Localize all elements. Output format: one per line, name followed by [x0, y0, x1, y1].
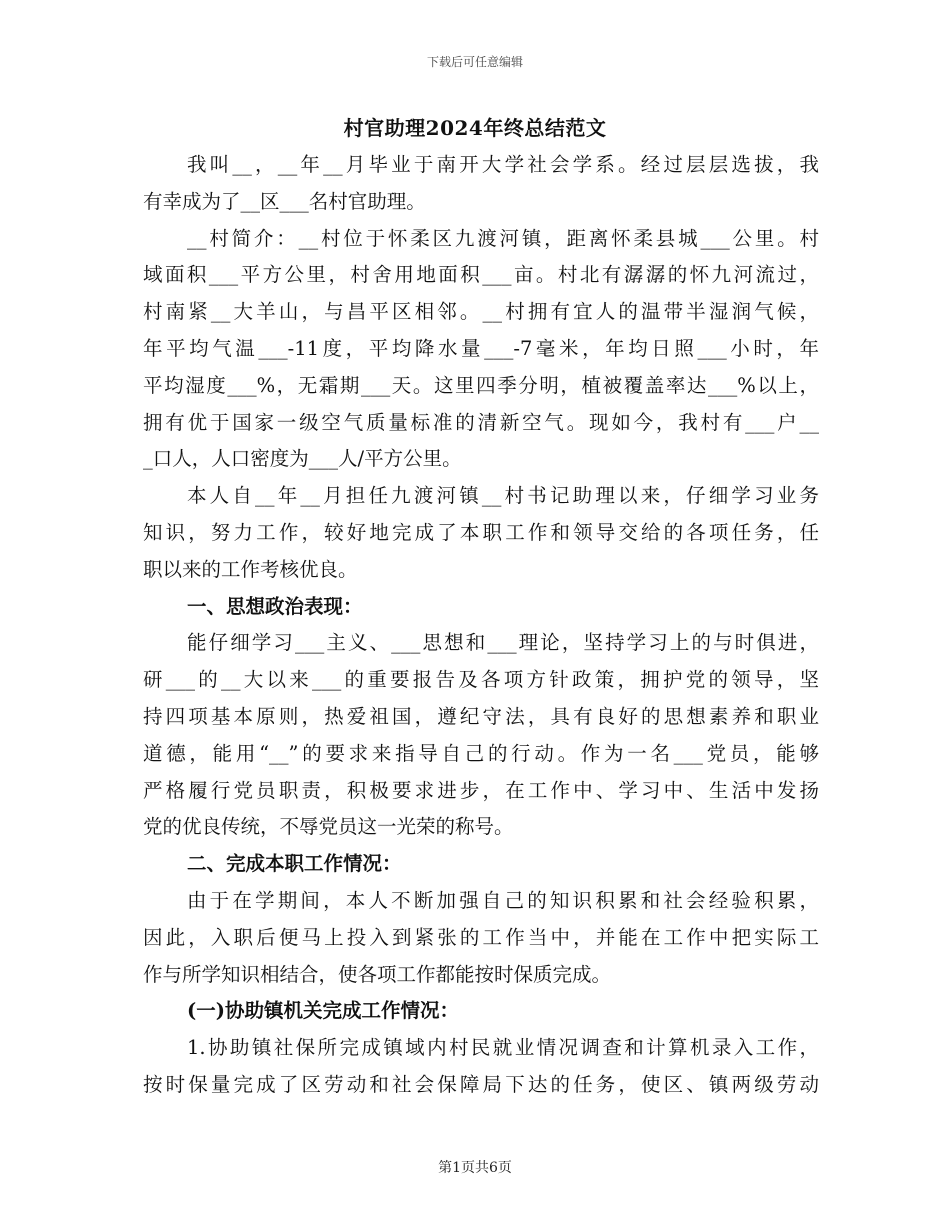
body-text-line: 知识，努力工作，较好地完成了本职工作和领导交给的各项任务，任 — [143, 520, 819, 544]
body-text-line: 平均湿度___%，无霜期___天。这里四季分明，植被覆盖率达___%以上， — [143, 373, 819, 397]
body-text-line: 有幸成为了__区___名村官助理。 — [143, 189, 426, 213]
body-text-line: 按时保量完成了区劳动和社会保障局下达的任务，使区、镇两级劳动 — [143, 1072, 819, 1096]
body-text-line: 村南紧__大羊山，与昌平区相邻。__村拥有宜人的温带半湿润气候， — [143, 300, 819, 324]
document-body — [143, 147, 819, 1104]
body-text-line: 年平均气温___-11度，平均降水量___-7毫米，年均日照___小时，年 — [143, 336, 819, 360]
body-text-line: 本人自__年__月担任九渡河镇__村书记助理以来，仔细学习业务 — [187, 484, 819, 508]
body-text-line: 党的优良传统，不辱党员这一光荣的称号。 — [143, 815, 514, 839]
body-text-line: 因此，入职后便马上投入到紧张的工作当中，并能在工作中把实际工 — [143, 925, 819, 949]
body-text-line: 由于在学期间，本人不断加强自己的知识积累和社会经验积累， — [187, 888, 819, 912]
body-text-line: _口人，人口密度为___人/平方公里。 — [143, 447, 462, 471]
body-text-line: 域面积___平方公里，村舍用地面积___亩。村北有潺潺的怀九河流过， — [143, 263, 819, 287]
body-text-line: 我叫__，__年__月毕业于南开大学社会学系。经过层层选拔，我 — [187, 153, 819, 176]
document-title: 村官助理2024年终总结范文 — [343, 116, 607, 140]
page-footer: 第1页共6页 — [438, 1160, 512, 1176]
section-heading: 一、思想政治表现： — [187, 594, 363, 618]
body-text-line: __村简介：__村位于怀柔区九渡河镇，距离怀柔县城___公里。村 — [187, 226, 819, 250]
section-heading: 二、完成本职工作情况： — [187, 852, 402, 876]
body-text-line: 能仔细学习___主义、___思想和___理论，坚持学习上的与时俱进， — [187, 631, 819, 655]
body-text-line: 道德，能用“__”的要求来指导自己的行动。作为一名___党员，能够 — [143, 741, 819, 765]
body-text-line: 严格履行党员职责，积极要求进步，在工作中、学习中、生活中发扬 — [143, 778, 819, 802]
body-text-line: 研___的__大以来___的重要报告及各项方针政策，拥护党的领导，坚 — [143, 668, 819, 692]
body-text-line: 职以来的工作考核优良。 — [143, 557, 358, 581]
body-text-line: 拥有优于国家一级空气质量标准的清新空气。现如今，我村有___户__ — [143, 410, 819, 434]
body-text-line: 持四项基本原则，热爱祖国，遵纪守法，具有良好的思想素养和职业 — [143, 704, 819, 728]
body-text-line: 作与所学知识相结合，使各项工作都能按时保质完成。 — [143, 962, 612, 986]
body-text-line: 1.协助镇社保所完成镇域内村民就业情况调查和计算机录入工作， — [187, 1036, 819, 1060]
page-header: 下载后可任意编辑 — [426, 55, 523, 69]
section-heading: (一)协助镇机关完成工作情况： — [187, 999, 459, 1023]
